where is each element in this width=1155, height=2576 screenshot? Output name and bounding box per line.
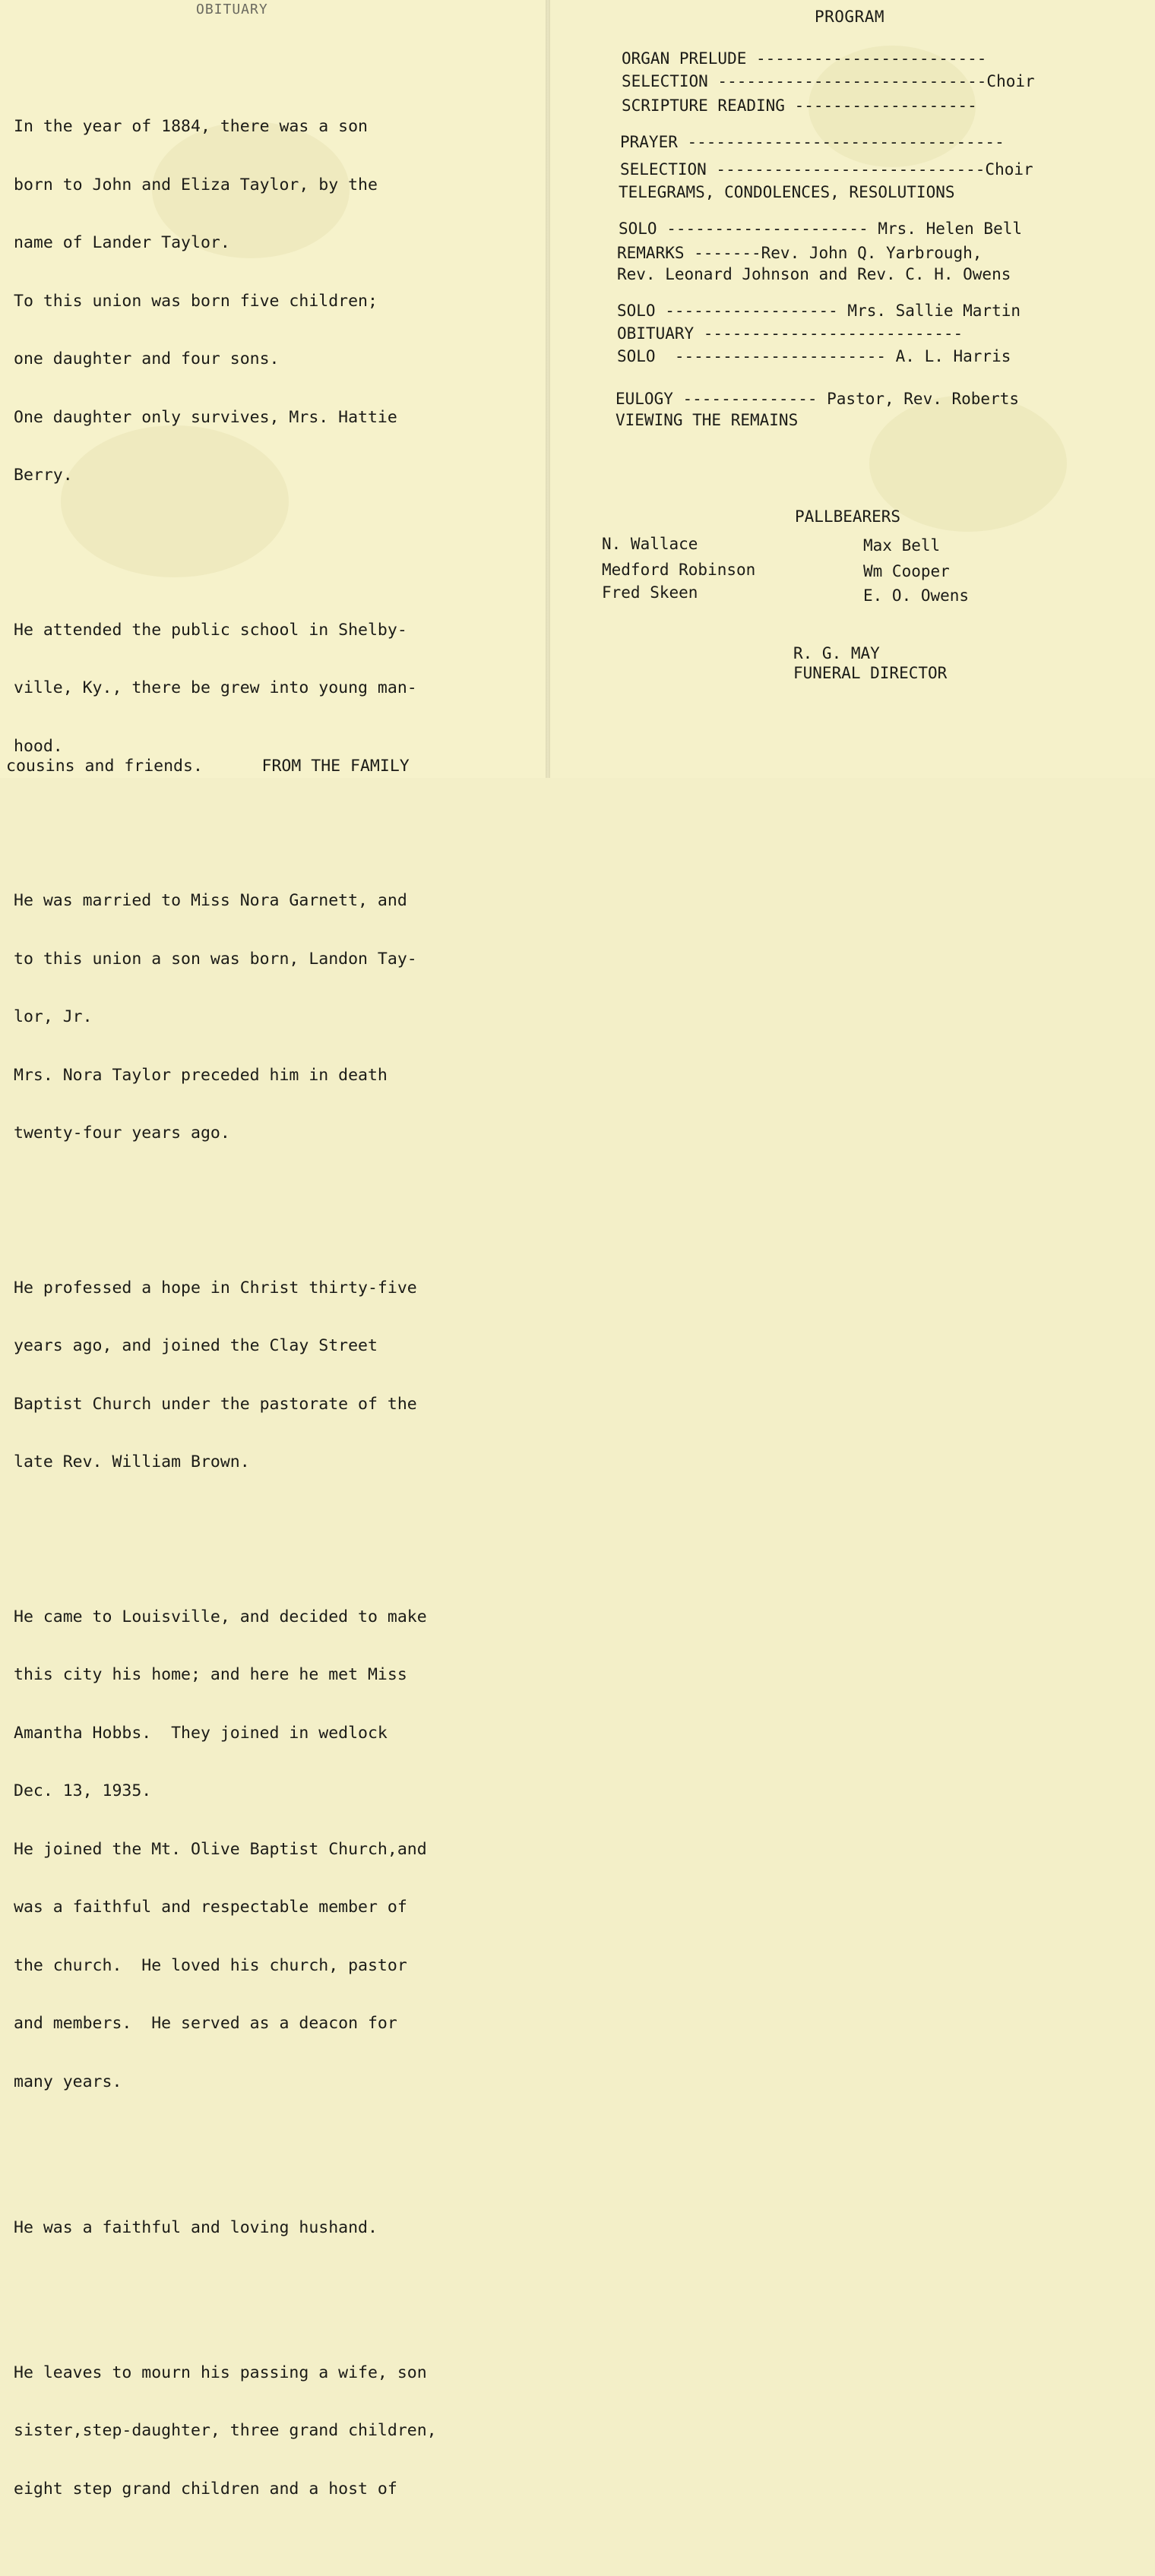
text-line: twenty-four years ago. — [14, 1124, 230, 1143]
program-item-selection: SELECTION ----------------------------Choir — [622, 72, 1035, 90]
obituary-page — [0, 0, 546, 2499]
obituary-paragraph — [14, 2179, 515, 2277]
program-item-solo: SOLO ---------------------- A. L. Harris — [617, 347, 1011, 365]
text-line: ville, Ky., there be grew into young man- — [14, 678, 417, 697]
funeral-director-title: FUNERAL DIRECTOR — [793, 664, 948, 682]
program-item-solo: SOLO --------------------- Mrs. Helen Bell — [619, 220, 1023, 238]
pallbearer-name: N. Wallace — [602, 535, 698, 553]
text-line: Amantha Hobbs. They joined in wedlock — [14, 1723, 388, 1743]
text-line: many years. — [14, 2072, 122, 2091]
obituary-heading: OBITUARY — [196, 2, 268, 17]
pallbearer-name: Wm Cooper — [863, 562, 950, 580]
pallbearer-name: Medford Robinson — [602, 561, 756, 579]
text-line: To this union was born five children; — [14, 291, 378, 311]
program-item-remarks-continued: Rev. Leonard Johnson and Rev. C. H. Owens — [617, 265, 1011, 283]
program-item-viewing: VIEWING THE REMAINS — [615, 411, 799, 429]
text-line: He joined the Mt. Olive Baptist Church,and — [14, 1839, 427, 1859]
funeral-director-name: R. G. MAY — [793, 644, 880, 662]
program-item-remarks: REMARKS -------Rev. John Q. Yarbrough, — [617, 244, 983, 262]
program-item-scripture-reading: SCRIPTURE READING ------------------- — [622, 96, 977, 115]
obituary-paragraph — [14, 1569, 515, 2131]
text-line: late Rev. William Brown. — [14, 1452, 250, 1471]
text-line: lor, Jr. — [14, 1007, 93, 1026]
pallbearer-name: Fred Skeen — [602, 583, 698, 602]
text-line: name of Lander Taylor. — [14, 233, 230, 252]
family-signoff-line: cousins and friends. FROM THE FAMILY — [6, 757, 410, 776]
pallbearer-name: E. O. Owens — [863, 586, 970, 605]
text-line: Berry. — [14, 466, 73, 485]
text-line: eight step grand children and a host of — [14, 2479, 397, 2499]
program-item-obituary: OBITUARY --------------------------- — [617, 324, 964, 343]
text-line: Baptist Church under the pastorate of the — [14, 1394, 417, 1414]
text-line: In the year of 1884, there was a son — [14, 117, 368, 136]
pallbearer-name: Max Bell — [863, 536, 941, 555]
program-item-eulogy: EULOGY -------------- Pastor, Rev. Roberts — [615, 390, 1020, 408]
text-line: He leaves to mourn his passing a wife, son — [14, 2363, 427, 2382]
obituary-paragraph — [14, 2325, 515, 2538]
text-line: was a faithful and respectable member of — [14, 1898, 407, 1917]
text-line: Mrs. Nora Taylor preceded him in death — [14, 1065, 388, 1085]
program-item-solo: SOLO ------------------ Mrs. Sallie Martin — [617, 302, 1021, 320]
program-item-prayer: PRAYER --------------------------------- — [620, 133, 1005, 151]
text-line: He came to Louisville, and decided to make — [14, 1607, 427, 1626]
program-item-organ-prelude: ORGAN PRELUDE ------------------------ — [622, 49, 987, 68]
text-line: to this union a son was born, Landon Tay- — [14, 949, 417, 969]
text-line: the church. He loved his church, pastor — [14, 1955, 407, 1975]
pallbearers-heading: PALLBEARERS — [795, 507, 901, 526]
text-line: sister,step-daughter, three grand children, — [14, 2421, 437, 2440]
text-line: hood. — [14, 736, 63, 756]
text-line: one daughter and four sons. — [14, 349, 280, 368]
text-line: this city his home; and here he met Miss — [14, 1665, 407, 1684]
text-line: years ago, and joined the Clay Street — [14, 1336, 378, 1355]
text-line: Dec. 13, 1935. — [14, 1781, 152, 1800]
text-line: One daughter only survives, Mrs. Hattie — [14, 407, 397, 427]
obituary-text — [14, 40, 515, 2576]
text-line: He attended the public school in Shelby- — [14, 620, 407, 640]
text-line: He professed a hope in Christ thirty-five — [14, 1278, 417, 1297]
program-item-telegrams: TELEGRAMS, CONDOLENCES, RESOLUTIONS — [619, 183, 955, 201]
text-line: He was married to Miss Nora Garnett, and — [14, 891, 407, 910]
text-line: born to John and Eliza Taylor, by the — [14, 175, 378, 194]
obituary-paragraph — [14, 78, 515, 524]
text-line: and members. He served as a deacon for — [14, 2014, 397, 2033]
program-item-selection: SELECTION ----------------------------Choir — [620, 160, 1033, 179]
obituary-paragraph — [14, 1240, 515, 1511]
text-line: He was a faithful and loving hushand. — [14, 2218, 378, 2237]
program-heading: PROGRAM — [815, 8, 885, 26]
obituary-paragraph — [14, 852, 515, 1182]
